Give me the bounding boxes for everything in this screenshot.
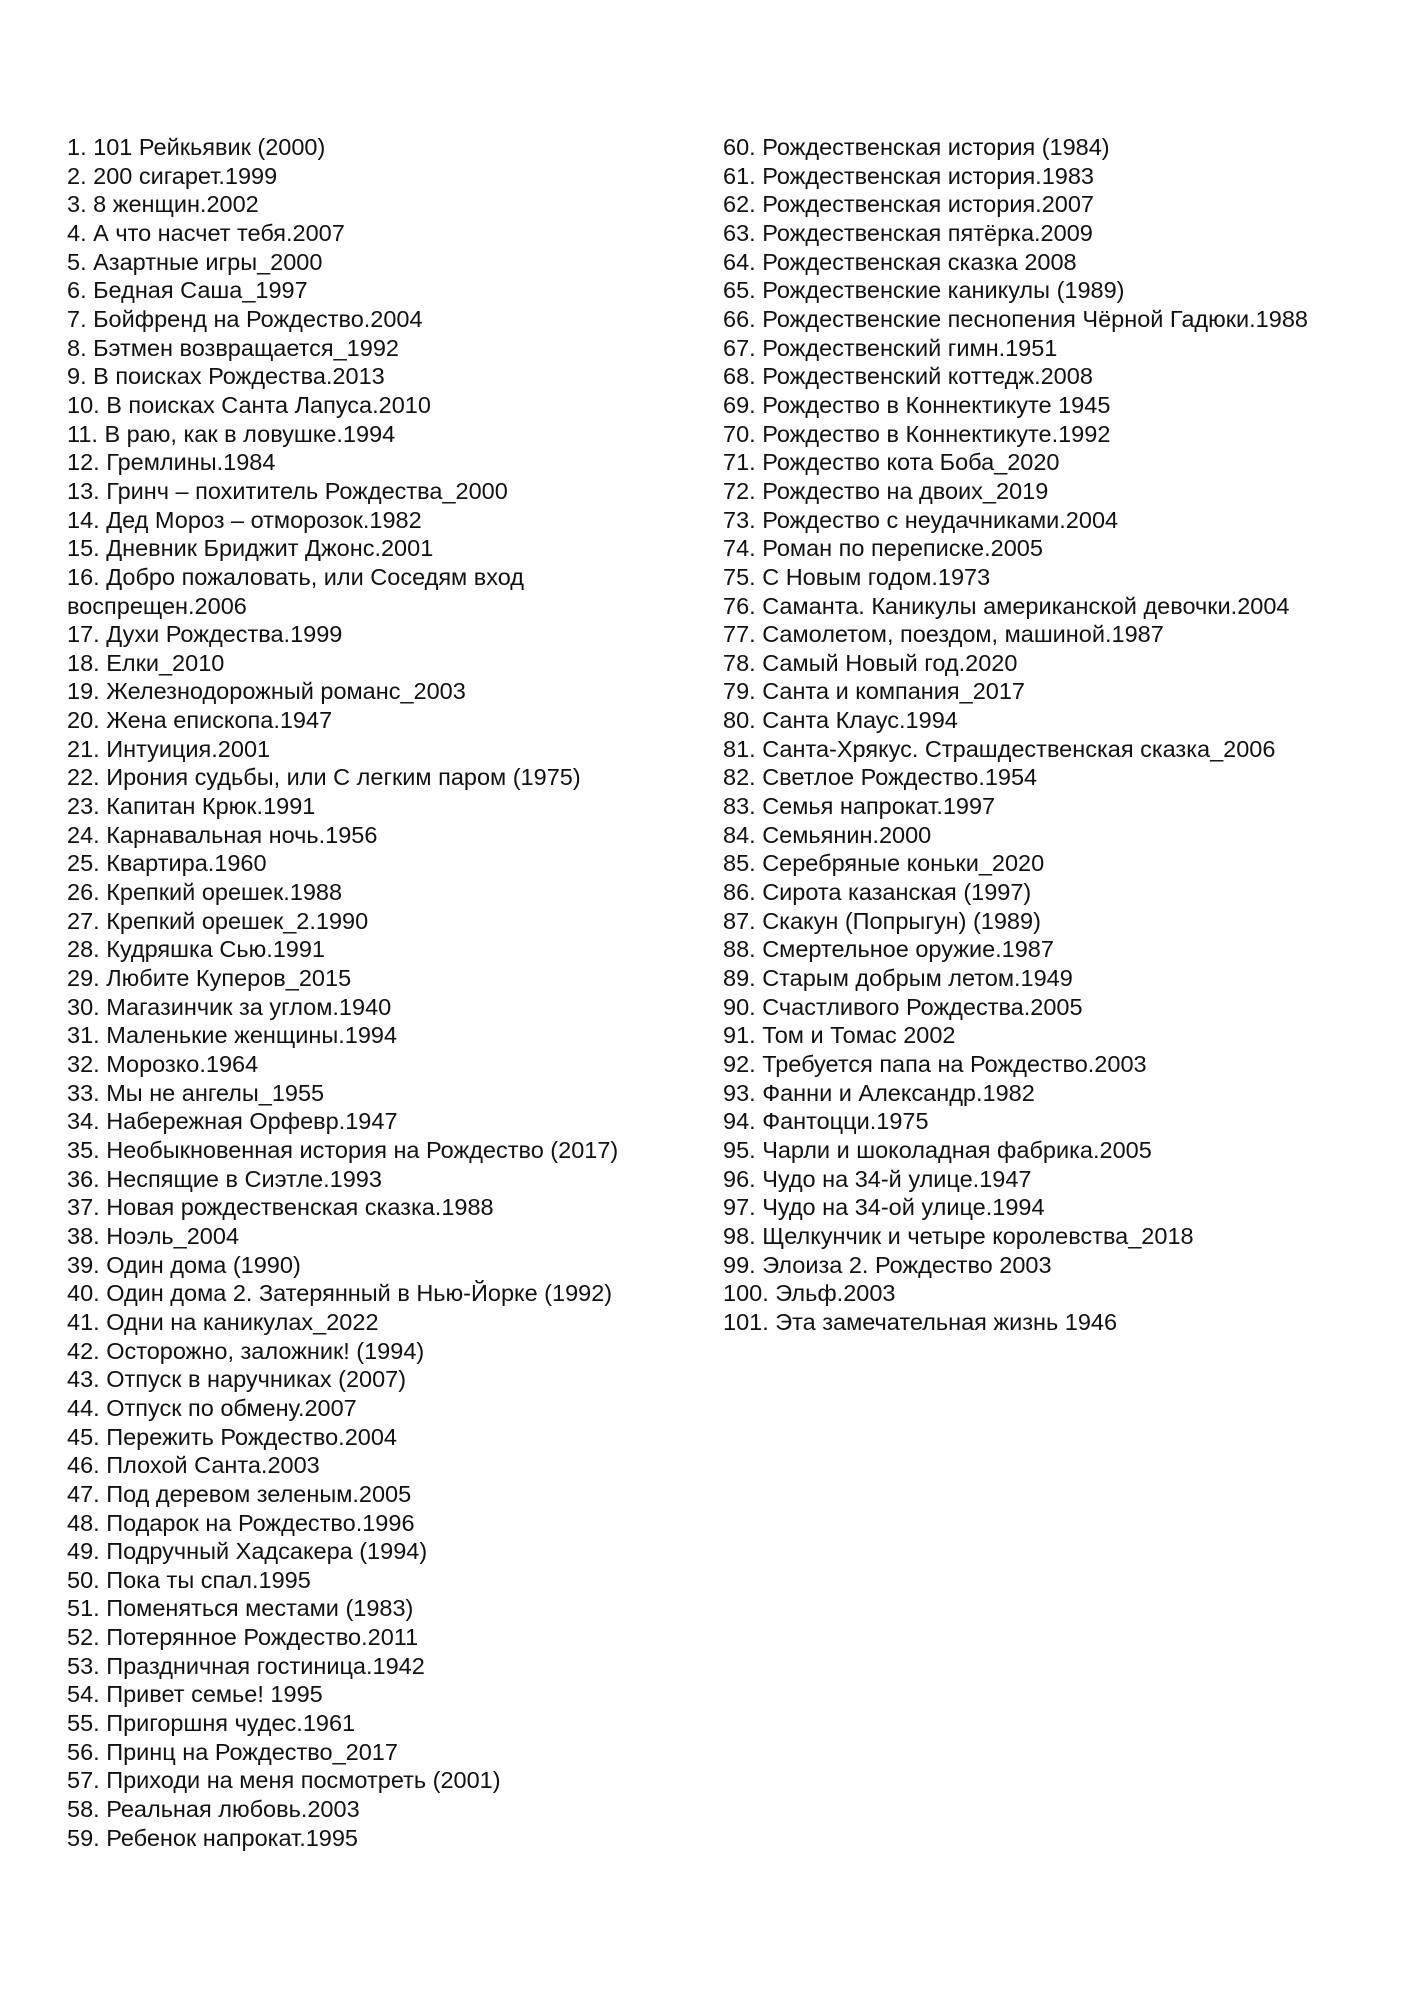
left-column-list — [67, 133, 667, 1852]
movie-list-item: 36. Неспящие в Сиэтле.1993 — [67, 1165, 382, 1192]
right-column-list — [723, 133, 1383, 1337]
movie-list-item: 61. Рождественская история.1983 — [723, 162, 1094, 189]
movie-list-item: 65. Рождественские каникулы (1989) — [723, 277, 1125, 304]
movie-list-item: 5. Азартные игры_2000 — [67, 248, 323, 275]
movie-list-item: 19. Железнодорожный романс_2003 — [67, 678, 466, 705]
movie-list-item: 95. Чарли и шоколадная фабрика.2005 — [723, 1136, 1152, 1163]
movie-list-item: 45. Пережить Рождество.2004 — [67, 1423, 397, 1450]
movie-list-item: 32. Морозко.1964 — [67, 1051, 259, 1077]
movie-list-item: 56. Принц на Рождество_2017 — [67, 1738, 398, 1765]
movie-list-item: 12. Гремлины.1984 — [67, 449, 276, 476]
movie-list-item: 85. Серебряные коньки_2020 — [723, 850, 1045, 877]
movie-list-item: 1. 101 Рейкьявик (2000) — [67, 134, 326, 160]
movie-list-item: 30. Магазинчик за углом.1940 — [67, 993, 392, 1020]
movie-list-item: 100. Эльф.2003 — [723, 1280, 896, 1307]
movie-list-item: 76. Саманта. Каникулы американской девочки.2004 — [723, 592, 1290, 619]
movie-list-item: 90. Счастливого Рождества.2005 — [723, 993, 1083, 1020]
movie-list-item: 72. Рождество на двоих_2019 — [723, 477, 1049, 504]
movie-list-item: 31. Маленькие женщины.1994 — [67, 1022, 398, 1049]
movie-list-item: 94. Фантоцци.1975 — [723, 1108, 929, 1135]
movie-list-item: 70. Рождество в Коннектикуте.1992 — [723, 420, 1111, 447]
movie-list-item: 55. Пригоршня чудес.1961 — [67, 1710, 356, 1737]
movie-list-item: 8. Бэтмен возвращается_1992 — [67, 334, 399, 361]
movie-list-item: 7. Бойфренд на Рождество.2004 — [67, 305, 423, 332]
movie-list-item: 28. Кудряшка Сью.1991 — [67, 936, 325, 963]
movie-list-item: 22. Ирония судьбы, или С легким паром (1975) — [67, 764, 581, 791]
movie-list-item: 40. Один дома 2. Затерянный в Нью-Йорке (1992) — [67, 1280, 613, 1307]
movie-list-item: 41. Одни на каникулах_2022 — [67, 1308, 379, 1335]
movie-list-item: 48. Подарок на Рождество.1996 — [67, 1509, 415, 1536]
movie-list-item: 13. Гринч – похититель Рождества_2000 — [67, 477, 508, 504]
movie-list-item: 37. Новая рождественская сказка.1988 — [67, 1194, 494, 1221]
movie-list-item: 17. Духи Рождества.1999 — [67, 621, 343, 648]
movie-list-item: 62. Рождественская история.2007 — [723, 191, 1094, 218]
movie-list-item: 74. Роман по переписке.2005 — [723, 535, 1043, 562]
movie-list-item: 46. Плохой Санта.2003 — [67, 1452, 320, 1479]
movie-list-item: 71. Рождество кота Боба_2020 — [723, 449, 1060, 476]
movie-list-item: 57. Приходи на меня посмотреть (2001) — [67, 1767, 501, 1794]
movie-list-item: 80. Санта Клаус.1994 — [723, 707, 958, 734]
movie-list-item: 83. Семья напрокат.1997 — [723, 793, 996, 820]
movie-list-item: 20. Жена епископа.1947 — [67, 707, 333, 734]
movie-list-item: 21. Интуиция.2001 — [67, 735, 271, 762]
movie-list-item: 77. Самолетом, поездом, машиной.1987 — [723, 621, 1164, 648]
movie-list-item: 79. Санта и компания_2017 — [723, 678, 1025, 705]
movie-list-item: 6. Бедная Саша_1997 — [67, 277, 308, 304]
movie-list-item: 47. Под деревом зеленым.2005 — [67, 1480, 412, 1507]
movie-list-item: 64. Рождественская сказка 2008 — [723, 248, 1077, 275]
movie-list-item: 96. Чудо на 34-й улице.1947 — [723, 1165, 1032, 1192]
movie-list-item: 84. Семьянин.2000 — [723, 821, 932, 848]
movie-list-item: 33. Мы не ангелы_1955 — [67, 1079, 325, 1106]
movie-list-item: 49. Подручный Хадсакера (1994) — [67, 1538, 428, 1565]
movie-list-item: 27. Крепкий орешек_2.1990 — [67, 907, 369, 934]
movie-list-item: 97. Чудо на 34-ой улице.1994 — [723, 1194, 1045, 1221]
movie-list-item: 44. Отпуск по обмену.2007 — [67, 1394, 357, 1421]
movie-list-item: 18. Елки_2010 — [67, 649, 225, 676]
movie-list-item: 99. Элоиза 2. Рождество 2003 — [723, 1251, 1052, 1278]
movie-list-item: 89. Старым добрым летом.1949 — [723, 965, 1073, 992]
movie-list-item: 52. Потерянное Рождество.2011 — [67, 1624, 419, 1651]
movie-list-item: 66. Рождественские песнопения Чёрной Гадюки.1988 — [723, 305, 1308, 332]
movie-list-item: 86. Сирота казанская (1997) — [723, 879, 1032, 906]
movie-list-item: 88. Смертельное оружие.1987 — [723, 936, 1054, 963]
movie-list-item: 60. Рождественская история (1984) — [723, 134, 1110, 160]
movie-list-item: 42. Осторожно, заложник! (1994) — [67, 1337, 425, 1364]
movie-list-item: 78. Самый Новый год.2020 — [723, 649, 1018, 676]
movie-list-item: 43. Отпуск в наручниках (2007) — [67, 1366, 407, 1393]
movie-list-item: 75. С Новым годом.1973 — [723, 563, 991, 590]
movie-list-item: 34. Набережная Орфевр.1947 — [67, 1108, 398, 1135]
movie-list-item: 53. Праздничная гостиница.1942 — [67, 1652, 425, 1679]
movie-list-item: 35. Необыкновенная история на Рождество (2017) — [67, 1136, 619, 1163]
movie-list-item: 23. Капитан Крюк.1991 — [67, 793, 316, 820]
movie-list-item: 81. Санта-Хрякус. Страшдественская сказка_2006 — [723, 735, 1276, 762]
movie-list-item: 26. Крепкий орешек.1988 — [67, 879, 343, 906]
movie-list-item: 59. Ребенок напрокат.1995 — [67, 1824, 358, 1851]
movie-list-item: 91. Том и Томас 2002 — [723, 1022, 956, 1049]
movie-list-item: 54. Привет семье! 1995 — [67, 1681, 323, 1708]
movie-list-item: 4. А что насчет тебя.2007 — [67, 219, 345, 246]
movie-list-item: 69. Рождество в Коннектикуте 1945 — [723, 391, 1111, 418]
movie-list-item: 3. 8 женщин.2002 — [67, 191, 259, 218]
movie-list-item: 92. Требуется папа на Рождество.2003 — [723, 1051, 1147, 1077]
movie-list-item: 58. Реальная любовь.2003 — [67, 1796, 360, 1823]
movie-list-item: 68. Рождественский коттедж.2008 — [723, 363, 1093, 390]
movie-list-item: 25. Квартира.1960 — [67, 850, 267, 877]
movie-list-item: 16. Добро пожаловать, или Соседям вход воспрещен.2006 — [67, 563, 524, 619]
movie-list-item: 2. 200 сигарет.1999 — [67, 162, 278, 189]
movie-list-item: 98. Щелкунчик и четыре королевства_2018 — [723, 1222, 1194, 1249]
movie-list-item: 39. Один дома (1990) — [67, 1251, 301, 1278]
movie-list-item: 63. Рождественская пятёрка.2009 — [723, 219, 1093, 246]
movie-list-item: 38. Ноэль_2004 — [67, 1222, 240, 1249]
movie-list-item: 29. Любите Куперов_2015 — [67, 965, 352, 992]
movie-list-item: 10. В поисках Санта Лапуса.2010 — [67, 391, 431, 418]
movie-list-item: 51. Поменяться местами (1983) — [67, 1595, 414, 1622]
movie-list-item: 50. Пока ты спал.1995 — [67, 1566, 311, 1593]
movie-list-item: 73. Рождество с неудачниками.2004 — [723, 506, 1119, 533]
movie-list-item: 24. Карнавальная ночь.1956 — [67, 821, 378, 848]
movie-list-item: 11. В раю, как в ловушке.1994 — [67, 420, 396, 447]
movie-list-item: 14. Дед Мороз – отморозок.1982 — [67, 506, 422, 533]
movie-list-item: 87. Скакун (Попрыгун) (1989) — [723, 907, 1041, 934]
movie-list-item: 15. Дневник Бриджит Джонс.2001 — [67, 535, 434, 562]
movie-list-item: 67. Рождественский гимн.1951 — [723, 334, 1058, 361]
movie-list-item: 93. Фанни и Александр.1982 — [723, 1079, 1035, 1106]
movie-list-item: 101. Эта замечательная жизнь 1946 — [723, 1308, 1118, 1335]
movie-list-item: 9. В поисках Рождества.2013 — [67, 363, 385, 390]
movie-list-item: 82. Светлое Рождество.1954 — [723, 764, 1038, 791]
